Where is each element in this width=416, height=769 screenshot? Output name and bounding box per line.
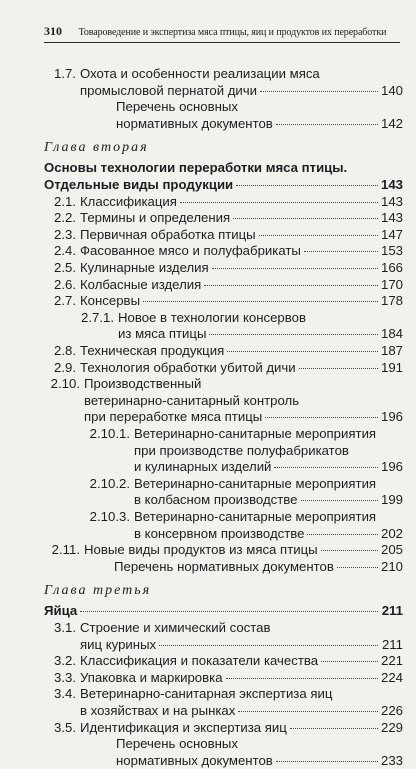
toc-entry [44, 160, 403, 176]
section-title: Классификация [80, 193, 177, 209]
section-number: 2.8. [54, 343, 76, 358]
dot-leader [226, 677, 378, 679]
dot-leader [212, 267, 378, 269]
toc-entry [64, 426, 403, 442]
section-title: Новое в технологии консервов [118, 309, 306, 325]
page-ref: 233 [380, 752, 403, 768]
section-title: промысловой пернатой дичи [80, 82, 258, 98]
section-title: Яйца [44, 603, 78, 619]
running-title: Товароведение и экспертиза мяса птицы, яиц и продуктов их переработки [78, 27, 387, 38]
dot-leader [159, 644, 378, 646]
page-ref: 191 [380, 359, 403, 375]
page-ref: 143 [380, 177, 403, 192]
section-title: Перечень основных [116, 736, 238, 752]
chapter-heading: Глава вторая [44, 140, 149, 156]
section-title: Ветеринарно-санитарная экспертиза яиц [80, 686, 333, 702]
section-title: Ветеринарно-санитарные мероприятия [134, 475, 377, 491]
section-title: ветеринарно-санитарный контроль [84, 392, 300, 408]
toc-entry-continuation [134, 443, 403, 459]
toc-entry [44, 243, 403, 259]
toc-entry [44, 194, 403, 210]
page-ref: 211 [381, 603, 403, 619]
dot-leader [321, 549, 378, 551]
dot-leader [209, 333, 378, 335]
page-ref: 210 [380, 558, 403, 574]
section-title: в консервном производстве [134, 525, 305, 541]
page-ref: 205 [380, 542, 403, 558]
toc-entry-continuation [80, 703, 403, 719]
page-ref: 196 [380, 409, 403, 425]
section-title: Строение и химический состав [80, 620, 271, 635]
toc-entry [44, 670, 403, 686]
dot-leader [204, 284, 378, 286]
dot-leader [276, 123, 378, 125]
page-ref: 196 [380, 459, 403, 475]
section-title: Упаковка и маркировка [80, 669, 223, 685]
toc-entry [44, 227, 403, 243]
toc-entry [44, 66, 403, 82]
dot-leader [274, 466, 378, 468]
toc-entry [44, 620, 403, 636]
section-number: 2.10. [50, 376, 80, 392]
toc-entry [44, 653, 403, 669]
page-ref: 170 [380, 276, 403, 292]
toc-entry-continuation [116, 753, 403, 769]
page-ref: 178 [380, 293, 403, 309]
section-title: Производственный [84, 376, 202, 392]
toc-entry-continuation [80, 83, 403, 99]
toc-entry-continuation [80, 637, 403, 653]
section-title: Перечень нормативных документов [114, 558, 334, 574]
section-number: 3.4. [54, 686, 76, 702]
page-ref: 224 [380, 669, 403, 685]
toc-entry [44, 542, 403, 558]
toc-entry [44, 260, 403, 276]
section-number: 2.11. [51, 542, 80, 558]
page-ref: 166 [380, 260, 403, 275]
section-title: Технология обработки убитой дичи [80, 359, 296, 375]
page-ref: 211 [381, 636, 403, 652]
section-number: 2.2. [54, 210, 76, 226]
toc-entry [44, 603, 403, 619]
dot-leader [307, 533, 378, 535]
toc-entry-continuation [134, 459, 403, 475]
section-number: 2.6. [54, 276, 76, 292]
section-title: из мяса птицы [118, 326, 207, 342]
section-title: Новые виды продуктов из мяса птицы [84, 542, 318, 558]
toc-entry-continuation [84, 409, 403, 425]
toc-entry [64, 310, 403, 326]
section-number: 2.4. [54, 243, 76, 259]
page-ref: 140 [380, 82, 403, 98]
header-rule [44, 42, 400, 43]
page-ref: 229 [380, 719, 403, 735]
toc-entry [116, 99, 403, 115]
section-title: Колбасные изделия [80, 276, 202, 292]
toc-entry [44, 277, 403, 293]
section-number: 3.1. [54, 620, 76, 635]
toc-entry [44, 360, 403, 376]
section-number: 3.5. [54, 719, 76, 735]
running-header [44, 24, 402, 39]
section-title: Классификация и показатели качества [80, 653, 319, 669]
page-ref: 142 [380, 115, 403, 131]
section-number: 3.3. [54, 669, 76, 685]
dot-leader [265, 416, 378, 418]
page-ref: 147 [380, 226, 403, 242]
dot-leader [80, 610, 378, 612]
dot-leader [233, 217, 378, 219]
section-title: Первичная обработка птицы [80, 226, 256, 242]
toc-entry [44, 293, 403, 309]
page-ref: 143 [380, 193, 403, 209]
page-number: 310 [44, 24, 62, 38]
dot-leader [321, 660, 378, 662]
section-title: яиц куриных [80, 636, 157, 652]
toc-entry [44, 686, 403, 702]
page-ref: 143 [380, 210, 403, 226]
chapter-heading: Глава третья [44, 583, 152, 599]
section-title: Термины и определения [80, 210, 231, 226]
dot-leader [236, 184, 378, 186]
toc-entry [44, 343, 403, 359]
toc-entry-continuation [134, 492, 403, 508]
dot-leader [238, 710, 378, 712]
section-title: Основы технологии переработки мяса птицы. [44, 160, 348, 176]
section-title: Ветеринарно-санитарные мероприятия [134, 509, 377, 524]
page-ref: 226 [380, 703, 403, 718]
page-ref: 153 [380, 243, 403, 259]
section-number: 3.2. [54, 653, 76, 669]
toc-entry-continuation [84, 393, 403, 409]
toc-entry-continuation [118, 326, 403, 342]
toc-entry [114, 559, 403, 575]
toc-entry [44, 376, 403, 392]
section-number: 2.3. [54, 226, 76, 242]
section-number: 2.9. [54, 359, 76, 375]
toc-entry-continuation [44, 177, 403, 193]
section-number: 2.7. [54, 293, 76, 309]
section-number: 2.1. [54, 193, 76, 209]
dot-leader [260, 90, 378, 92]
section-number: 1.7. [54, 66, 76, 81]
page-ref: 187 [380, 343, 403, 358]
toc-entry-continuation [134, 526, 403, 542]
dot-leader [227, 350, 378, 352]
section-title: Охота и особенности реализации мяса [80, 66, 320, 81]
section-title: при переработке мяса птицы [84, 409, 263, 425]
page-ref: 202 [380, 525, 403, 541]
toc-entry [44, 720, 403, 736]
toc-entry [64, 476, 403, 492]
dot-leader [337, 566, 378, 568]
dot-leader [180, 201, 378, 203]
section-title: в хозяйствах и на рынках [80, 703, 236, 718]
dot-leader [276, 760, 378, 762]
dot-leader [301, 499, 378, 501]
page-ref: 184 [380, 326, 403, 342]
toc-entry [44, 210, 403, 226]
section-title: при производстве полуфабрикатов [134, 442, 349, 458]
section-title: Ветеринарно-санитарные мероприятия [134, 426, 377, 441]
dot-leader [290, 727, 378, 729]
section-title: Кулинарные изделия [80, 260, 209, 275]
section-title: Отдельные виды продукции [44, 177, 234, 192]
toc-entry-continuation [116, 116, 403, 132]
page-ref: 199 [380, 492, 403, 508]
section-title: Техническая продукция [80, 343, 225, 358]
section-title: нормативных документов [116, 752, 273, 768]
section-title: Перечень основных [116, 99, 238, 115]
section-number: 2.5. [54, 260, 76, 275]
section-title: Фасованное мясо и полуфабрикаты [80, 243, 301, 259]
toc-entry [116, 736, 403, 752]
section-title: Консервы [80, 293, 141, 309]
section-number: 2.7.1. [81, 309, 114, 325]
page-ref: 221 [380, 653, 403, 669]
dot-leader [259, 234, 378, 236]
section-title: и кулинарных изделий [134, 459, 272, 475]
section-number: 2.10.3. [89, 509, 130, 524]
section-number: 2.10.1. [89, 426, 130, 441]
dot-leader [304, 250, 378, 252]
dot-leader [299, 367, 378, 369]
section-title: нормативных документов [116, 115, 273, 131]
section-title: в колбасном производстве [134, 492, 298, 508]
section-number: 2.10.2. [89, 475, 130, 491]
section-title: Идентификация и экспертиза яиц [80, 719, 287, 735]
dot-leader [143, 300, 378, 302]
toc-entry [64, 509, 403, 525]
